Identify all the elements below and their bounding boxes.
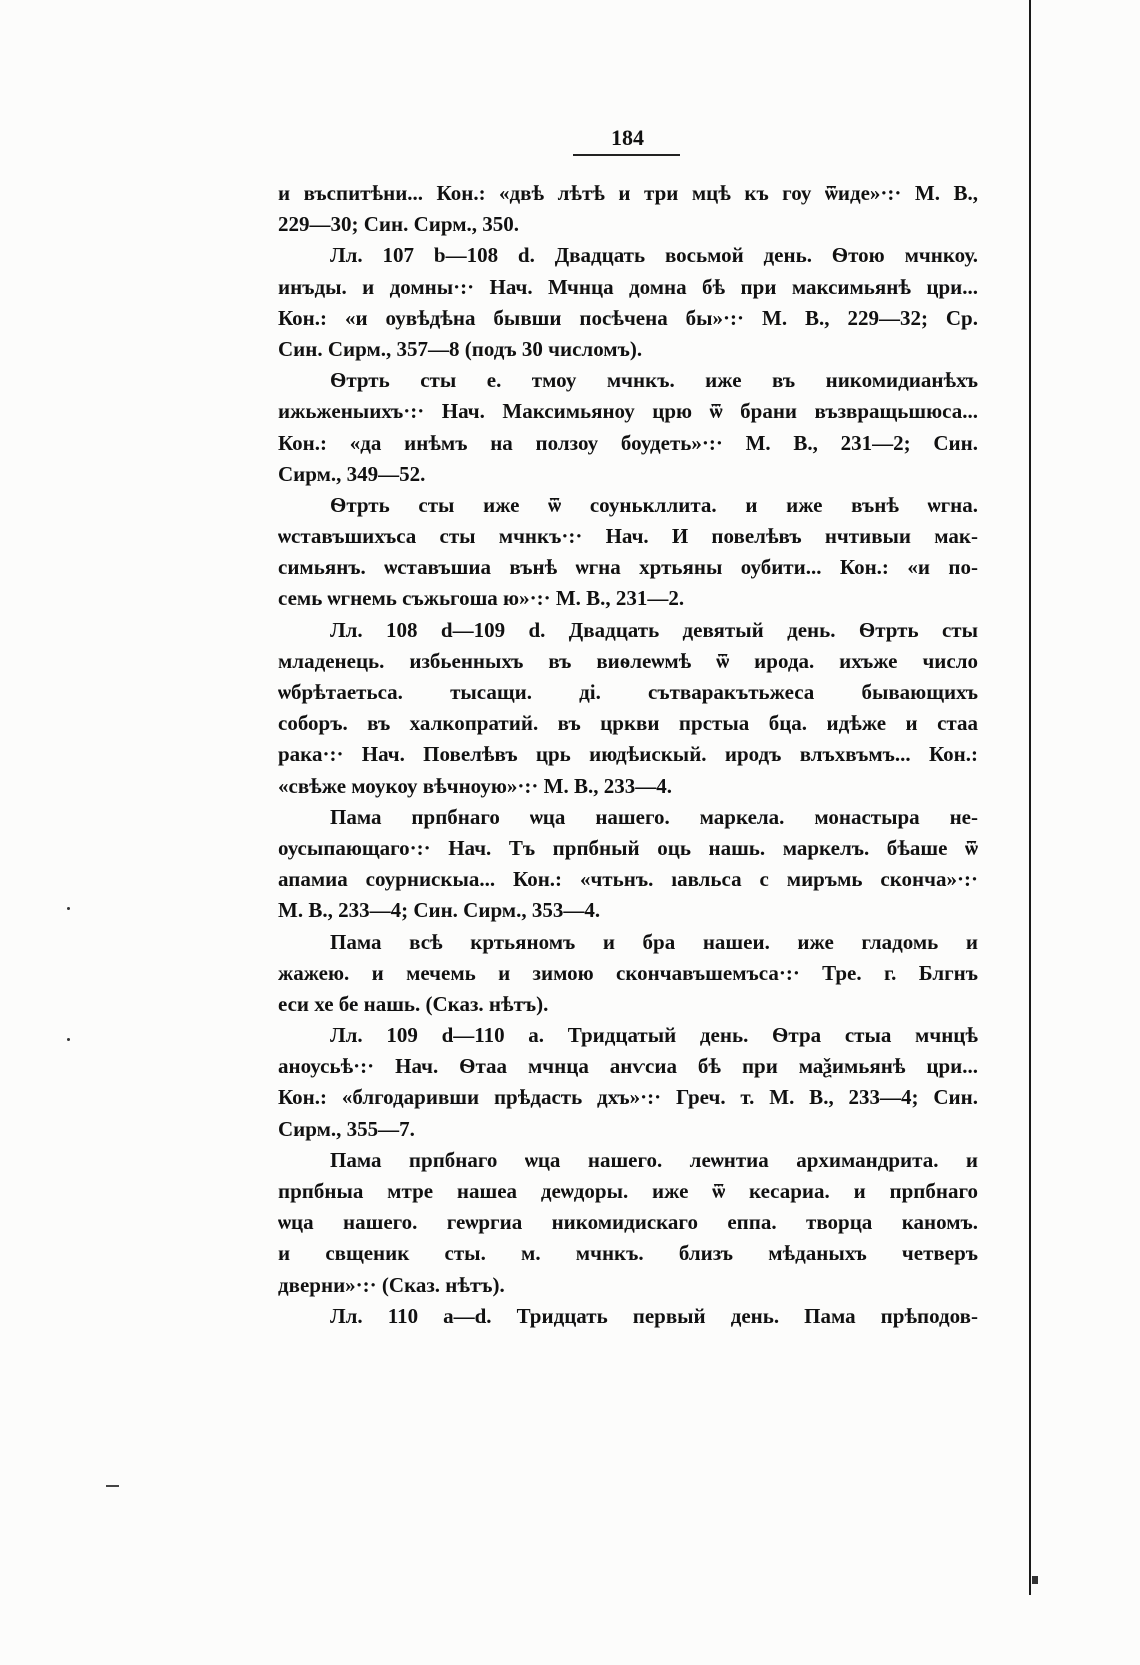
text-line: Ѳтрть сты иже ѿ соунькллита. и иже вънѣ ѡгна. <box>330 492 978 517</box>
text-line: младенець. избьенныхъ въ виѳлеѡмѣ ѿ ирода. ихъже число <box>278 648 978 673</box>
text-line: еси хе бе нашь. (Сказ. нѣтъ). <box>278 991 549 1016</box>
text-line: Сирм., 349—52. <box>278 461 426 486</box>
text-line: Лл. 108 d—109 d. Двадцать девятый день. Ѳтрть сты <box>330 617 978 642</box>
text-line: Пама прпбнаго ѡца нашего. леѡнтиа архимандрита. и <box>330 1147 978 1172</box>
text-line: апамиа соурнискыа... Кон.: «чтьнъ. ıавльса с миръмь сконча»·:· <box>278 867 978 892</box>
text-line: Син. Сирм., 357—8 (подъ 30 числомъ). <box>278 336 643 361</box>
text-line: дверни»·:· (Сказ. нѣтъ). <box>278 1272 505 1297</box>
page-number: 184 <box>611 125 644 150</box>
text-line: М. В., 233—4; Син. Сирм., 353—4. <box>278 898 601 923</box>
text-line: симьянъ. ѡставъшиа вънѣ ѡгна хртьяны оубити... Кон.: «и по- <box>278 555 978 580</box>
text-line: ѡца нашего. геѡргиа никомидискаго еппа. творца каномъ. <box>278 1210 978 1235</box>
text-line: Лл. 110 a—d. Тридцать первый день. Пама прѣподов- <box>330 1303 978 1328</box>
text-line: Лл. 107 b—108 d. Двадцать восьмой день. Ѳтою мчнкоу. <box>330 243 978 268</box>
text-line: рака·:· Нач. Повелѣвъ црь июдѣискый. иродъ влъхвъмъ... Кон.: <box>278 742 978 767</box>
scan-speck <box>67 907 70 910</box>
text-line: прпбныа мтре нашеа деѡдоры. иже ѿ кесариа. и прпбнаго <box>278 1179 978 1203</box>
text-line: Пама всѣ кртьяномъ и бра нашеи. иже гладомь и <box>330 929 978 954</box>
page-edge-rule <box>1029 0 1031 1595</box>
text-line: ѡбрѣтаетьса. тысащи. ді. сътваракътьжеса бывающихъ <box>278 680 978 704</box>
text-line: соборъ. въ халкопратий. въ цркви прстыа бца. идѣже и стаа <box>278 711 978 736</box>
text-line: Пама прпбнаго ѡца нашего. маркела. монастыра не- <box>330 804 978 829</box>
text-line: Лл. 109 d—110 a. Тридцатый день. Ѳтра стыа мчнцѣ <box>330 1023 978 1048</box>
scan-dash-mark <box>106 1485 119 1487</box>
text-line: жажею. и мечемь и зимою скончавъшемъса·:· Тре. г. Блгнъ <box>278 960 978 985</box>
text-line: оусыпающаго·:· Нач. Тъ прпбный оць нашь. маркелъ. бѣаше ѿ <box>278 835 978 860</box>
text-line: Кон.: «да инѣмъ на ползоу боудеть»·:· М. В., 231—2; Син. <box>278 430 978 455</box>
text-line: «свѣже моукоу вѣчноую»·:· М. В., 233—4. <box>278 773 672 798</box>
scan-corner-mark <box>1032 1576 1038 1584</box>
text-line: и свщеник сты. м. мчнкъ. близъ мѣданыхъ четверъ <box>278 1241 978 1266</box>
page-body-text <box>278 178 978 1332</box>
text-line: ѡставъшихъса сты мчнкъ·:· Нач. И повелѣвъ нчтивыи мак- <box>278 524 978 549</box>
text-line: Кон.: «блгодаривши прѣдасть дхъ»·:· Греч. т. М. В., 233—4; Син. <box>278 1085 978 1110</box>
text-line: Ѳтрть сты е. тмоу мчнкъ. иже въ никомидианѣхъ <box>330 368 978 393</box>
text-line: и въспитѣни... Кон.: «двѣ лѣтѣ и три мцѣ къ гоу ѿиде»·:· М. В., <box>278 181 978 205</box>
scan-speck <box>67 1038 70 1041</box>
text-line: аноусьѣ·:· Нач. Ѳтаа мчнца анѵсиа бѣ при маѯимьянѣ цри... <box>278 1054 978 1079</box>
text-line: инъды. и домны·:· Нач. Мчнца домна бѣ при максимьянѣ цри... <box>278 274 978 299</box>
text-line: Сирм., 355—7. <box>278 1116 415 1141</box>
text-line: семь ѡгнемь съжьгоша ю»·:· М. В., 231—2. <box>278 586 685 611</box>
text-line: 229—30; Син. Сирм., 350. <box>278 212 520 237</box>
page-number-rule <box>573 154 680 156</box>
text-line: Кон.: «и оувѣдѣна бывши посѣчена бы»·:· М. В., 229—32; Ср. <box>278 305 978 330</box>
text-line: ижьженыихъ·:· Нач. Максимьяноу црю ѿ брани възвращьшюса... <box>278 399 978 424</box>
